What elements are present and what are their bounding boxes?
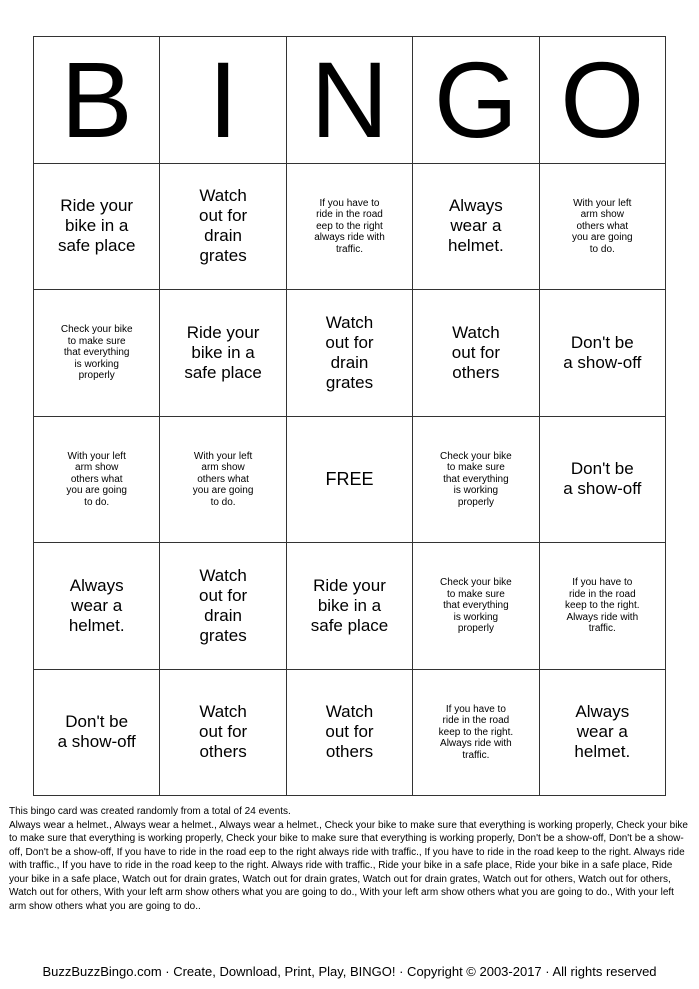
bingo-cell: If you have to ride in the road keep to the right. Always ride with traffic. xyxy=(413,670,539,797)
bingo-cell: Always wear a helmet. xyxy=(34,543,160,670)
bingo-cell: Don't be a show-off xyxy=(34,670,160,797)
bingo-cell: Watch out for drain grates xyxy=(287,290,413,417)
bingo-cell: Always wear a helmet. xyxy=(413,164,539,291)
header-letter-o: O xyxy=(540,37,666,164)
bingo-cell: Ride your bike in a safe place xyxy=(160,290,286,417)
bingo-cell: Watch out for drain grates xyxy=(160,164,286,291)
notes-intro: This bingo card was created randomly from a total of 24 events. xyxy=(9,806,291,817)
header-letter-n: N xyxy=(287,37,413,164)
bingo-cell: Ride your bike in a safe place xyxy=(34,164,160,291)
card-notes xyxy=(9,805,691,913)
bingo-cell: Watch out for others xyxy=(287,670,413,797)
header-letter-b: B xyxy=(34,37,160,164)
bingo-cell: Watch out for others xyxy=(413,290,539,417)
bingo-card xyxy=(33,36,666,796)
bingo-cell: Don't be a show-off xyxy=(540,417,666,544)
site-footer: BuzzBuzzBingo.com · Create, Download, Print, Play, BINGO! · Copyright © 2003-2017 · All rights reserved xyxy=(42,964,657,979)
bingo-cell: Don't be a show-off xyxy=(540,290,666,417)
notes-event-list: Always wear a helmet., Always wear a helmet., Always wear a helmet., Check your bike to make sure that everything is working properly, Check your bike to make sure that everything is working properly, Check your bike to make sure that everything is working properly, Don't be a show-off, Don't be a show-off, Don't be a show-off, If you have to ride in the road eep to the right always ride with traffic., If you have to ride in the road keep to the right. Always ride with traffic., If you have to ride in the road keep to the right. Always ride with traffic., Ride your bike in a safe place, Ride your bike in a safe place, Ride your bike in a safe place, Watch out for drain grates, Watch out for drain grates, Watch out for drain grates, Watch out for others, Watch out for others, Watch out for others, With your left arm show others what you are going to do., With your left arm show others what you are going to do., With your left arm show others what you are going to do.. xyxy=(9,819,688,912)
free-space-cell: FREE xyxy=(287,417,413,544)
bingo-cell: Always wear a helmet. xyxy=(540,670,666,797)
bingo-cell: With your left arm show others what you are going to do. xyxy=(160,417,286,544)
bingo-cell: With your left arm show others what you are going to do. xyxy=(34,417,160,544)
header-letter-g: G xyxy=(413,37,539,164)
bingo-cell: Watch out for drain grates xyxy=(160,543,286,670)
bingo-cell: If you have to ride in the road eep to the right always ride with traffic. xyxy=(287,164,413,291)
bingo-cell: Check your bike to make sure that everything is working properly xyxy=(413,543,539,670)
bingo-cell: If you have to ride in the road keep to the right. Always ride with traffic. xyxy=(540,543,666,670)
bingo-cell: Check your bike to make sure that everything is working properly xyxy=(413,417,539,544)
bingo-cell: Watch out for others xyxy=(160,670,286,797)
header-letter-i: I xyxy=(160,37,286,164)
bingo-cell: Check your bike to make sure that everything is working properly xyxy=(34,290,160,417)
bingo-cell: Ride your bike in a safe place xyxy=(287,543,413,670)
bingo-cell: With your left arm show others what you are going to do. xyxy=(540,164,666,291)
